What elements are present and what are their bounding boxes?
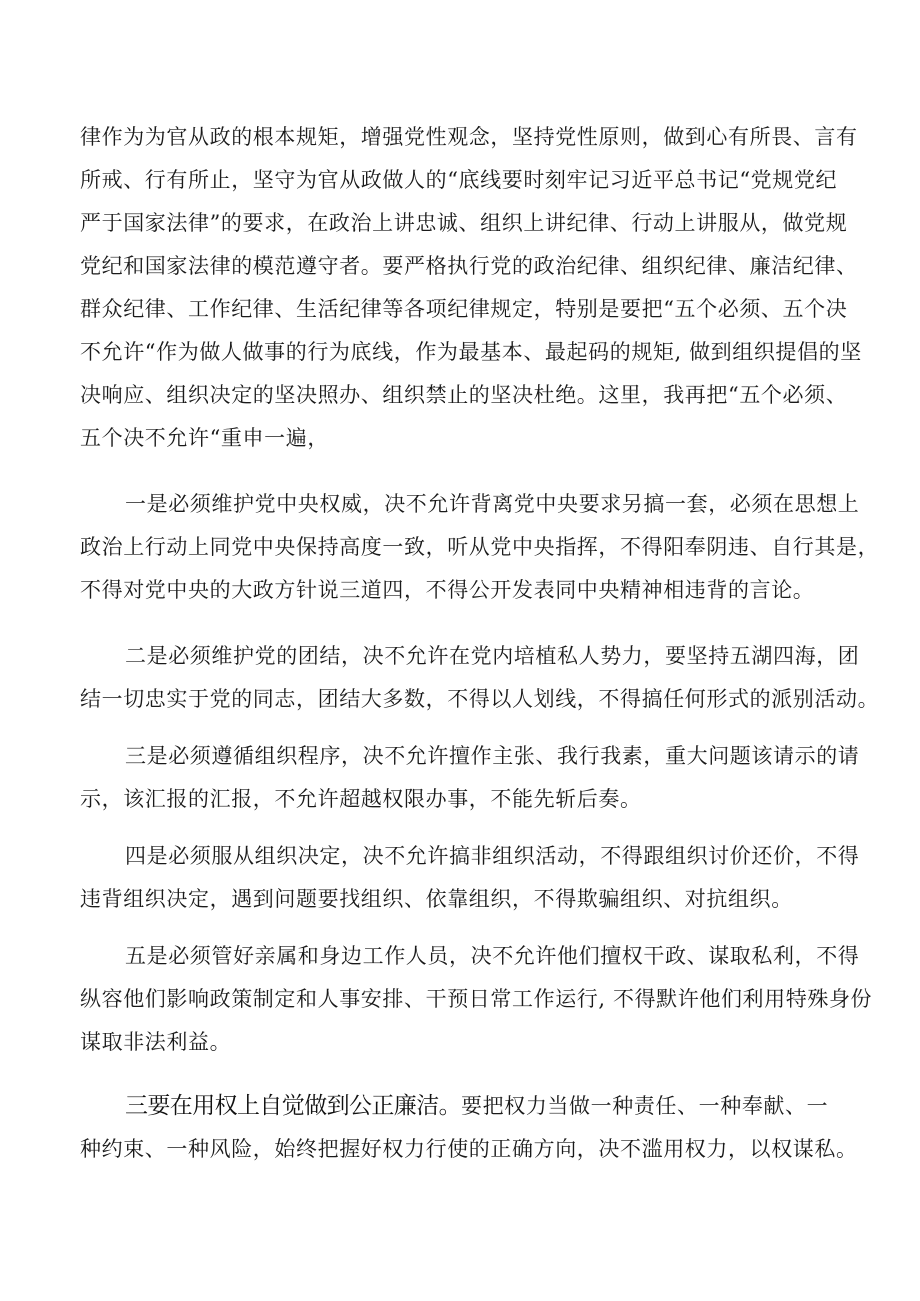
text-line: 五是必须管好亲属和身边工作人员，决不允许他们擅权干政、谋取私利，不得 (125, 944, 860, 968)
text-line: 严于国家法律”的要求，在政治上讲忠诚、组织上讲纪律、行动上讲服从，做党规 (80, 211, 848, 235)
text-line: 决响应、组织决定的坚决照办、组织禁止的坚决杜绝。这里，我再把“五个必须、 (80, 383, 848, 407)
text-line: 不允许“作为做人做事的行为底线，作为最基本、最起码的规矩, 做到组织提倡的坚 (80, 340, 862, 364)
text-line: 谋取非法利益。 (80, 1030, 232, 1054)
text-line: 结一切忠实于党的同志，团结大多数，不得以人划线，不得搞任何形式的派别活动。 (80, 687, 880, 711)
text-line: 五个决不允许“重申一遍， (80, 426, 329, 450)
text-line (125, 1093, 828, 1119)
text-line: 示，该汇报的汇报，不允许超越权限办事，不能先斩后奏。 (80, 787, 642, 811)
text-line: 党纪和国家法律的模范遵守者。要严格执行党的政治纪律、组织纪律、廉洁纪律、 (80, 254, 858, 278)
text-line: 律作为为官从政的根本规矩，增强党性观念，坚持党性原则，做到心有所畏、言有 (80, 125, 858, 149)
text-line: 二是必须维护党的团结，决不允许在党内培植私人势力，要坚持五湖四海，团 (125, 644, 860, 668)
text-line: 群众纪律、工作纪律、生活纪律等各项纪律规定，特别是要把“五个必须、五个决 (80, 297, 848, 321)
text-line: 三是必须遵循组织程序，决不允许擅作主张、我行我素，重大问题该请示的请 (125, 744, 860, 768)
section-text: 要把权力当做一种责任、一种奉献、一 (461, 1094, 829, 1118)
text-line: 种约束、一种风险，始终把握好权力行使的正确方向，决不滥用权力，以权谋私。 (80, 1137, 858, 1161)
section-heading: 三要在用权上自觉做到公正廉洁。 (125, 1093, 462, 1119)
text-line: 四是必须服从组织决定，决不允许搞非组织活动，不得跟组织讨价还价，不得 (125, 844, 860, 868)
text-line: 不得对党中央的大政方针说三道四，不得公开发表同中央精神相违背的言论。 (80, 578, 815, 602)
text-line: 所戒、行有所止，坚守为官从政做人的“底线要时刻牢记习近平总书记“党规党纪 (80, 168, 838, 192)
text-line: 政治上行动上同党中央保持高度一致，听从党中央指挥，不得阳奉阴违、自行其是， (80, 535, 880, 559)
text-line: 纵容他们影响政策制定和人事安排、干预日常工作运行, 不得默许他们利用特殊身份 (80, 987, 873, 1011)
text-line: 一是必须维护党中央权威，决不允许背离党中央要求另搞一套，必须在思想上 (125, 492, 860, 516)
text-line: 违背组织决定，遇到问题要找组织、依靠组织，不得欺骗组织、对抗组织。 (80, 887, 793, 911)
